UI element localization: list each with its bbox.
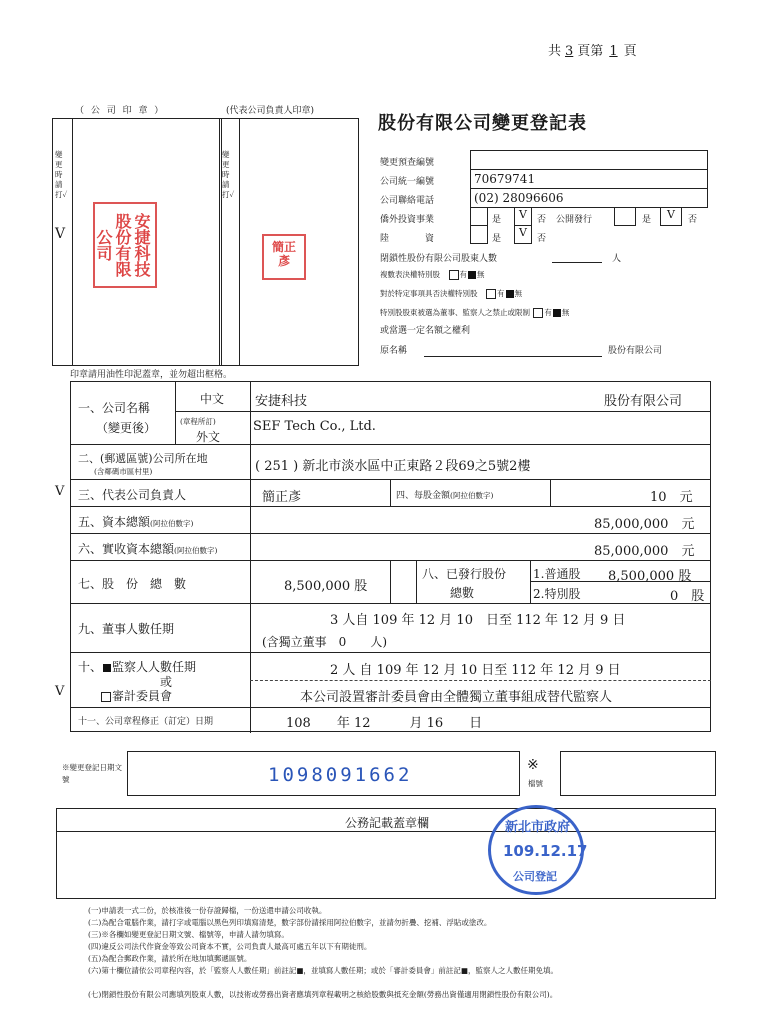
public-label: 公開發行	[556, 215, 593, 225]
mainland-label: 陸 資	[380, 234, 435, 244]
charter-date-value: 108 年 12 月 16 日	[286, 716, 483, 731]
official-seal-title: 公務記載蓋章欄	[345, 816, 430, 830]
address-sub: (含鄰碼市區村里)	[94, 467, 153, 476]
cn-name-suffix: 股份有限公司	[604, 394, 683, 409]
director-right-label: 或當選一定名額之權利	[380, 326, 471, 336]
special-label: 特別股股東被選為董事、監察人之禁止或限制 有 無	[380, 308, 570, 317]
mainland-no-mark: V	[519, 226, 527, 239]
supervisors-label: 十、 監察人人數任期	[78, 660, 197, 674]
overseas-label: 僑外投資事業	[380, 215, 435, 225]
note-2: (二)為配合電腦作業，請打字或電腦以黑色列印填寫清楚，數字部份請採用阿拉伯數字，並請勿折疊、挖補、浮貼或塗改。	[88, 918, 492, 927]
en-label: 外文	[196, 430, 221, 444]
par-value: 10 元	[650, 490, 693, 505]
multi-vote-label: 複數表決權特別股 有 無	[380, 270, 485, 279]
mainland-no-label: 否	[537, 234, 547, 244]
public-no-label: 否	[688, 215, 698, 225]
veto-label: 對於特定事項具否決權特別股 有 無	[380, 289, 522, 298]
en-note: (章程所訂)	[180, 417, 216, 426]
independent-directors: (含獨立董事 0 人)	[262, 635, 387, 649]
mainland-yes-label: 是	[492, 234, 502, 244]
unified-no-value: 70679741	[474, 172, 536, 186]
public-no-box[interactable]	[660, 207, 682, 226]
stamp-date: 109.12.17	[503, 842, 588, 860]
note-3: (三)※各欄如變更登記日期文號、檔號等，申請人請勿填寫。	[88, 930, 289, 939]
en-name-value: SEF Tech Co., Ltd.	[253, 419, 376, 434]
note-5: (五)為配合郵政作業，請於所在地加填郵遞區號。	[88, 954, 252, 963]
rep-seal-stamp: 簡正彥	[262, 234, 306, 280]
issued-shares-label-2: 總數	[450, 586, 475, 600]
company-name-label: 一、公司名稱	[78, 401, 151, 415]
doc-no-label: ※變更登記日期文號	[62, 763, 122, 784]
cn-label: 中文	[200, 392, 225, 406]
rep-value: 簡正彥	[262, 490, 302, 505]
audit-committee-note: 本公司設置審計委員會由全體獨立董事組成替代監察人	[300, 690, 613, 705]
person-unit: 人	[612, 254, 622, 264]
total-shares-value: 8,500,000 股	[284, 579, 368, 594]
note-6: (六)第十欄位請依公司章程內容，於「監察人人數任期」前註記■，並填寫人數任期；或於「審計委員會」前註記■，監察人之人數任期免填。	[88, 966, 559, 975]
par-value-label: 四、每股金額(阿拉伯數字)	[396, 491, 494, 501]
rep-label: 三、代表公司負責人	[78, 488, 187, 502]
mainland-no-box[interactable]	[514, 225, 532, 244]
capital-value: 85,000,000 元	[594, 517, 695, 532]
company-seal-label: （ 公 司 印 章 ）	[75, 106, 166, 116]
common-shares-label: 1.普通股	[533, 567, 581, 581]
company-name-sub: （變更後）	[96, 421, 157, 435]
supervisors-value: 2 人 自 109 年 12 月 10 日至 112 年 12 月 9 日	[330, 663, 621, 678]
total-shares-label: 七、股 份 總 數	[78, 577, 187, 591]
phone-value: (02) 28096606	[474, 191, 564, 205]
cn-name-value: 安捷科技	[255, 394, 308, 409]
issued-shares-label: 八、已發行股份	[422, 567, 507, 581]
orig-name-label: 原名稱	[380, 346, 408, 356]
file-no-box	[560, 751, 716, 796]
preferred-shares-label: 2.特別股	[533, 587, 581, 601]
paid-capital-value: 85,000,000 元	[594, 544, 695, 559]
directors-label: 九、董事人數任期	[78, 622, 175, 636]
overseas-yes-box[interactable]	[470, 207, 488, 226]
stamp-bottom-text: 公司登記	[513, 870, 557, 883]
address-value: ( 251 ) 新北市淡水區中正東路２段69之5號2樓	[255, 459, 531, 474]
public-yes-box[interactable]	[614, 207, 636, 226]
closed-company-label: 閉鎖性股份有限公司股東人數	[380, 254, 498, 264]
supervisors-or: 或	[160, 675, 173, 689]
overseas-no-label: 否	[537, 215, 547, 225]
official-stamp	[488, 805, 588, 895]
row10-check-mark: V	[55, 684, 65, 699]
overseas-no-mark: V	[519, 208, 527, 221]
directors-value: 3 人自 109 年 12 月 10 日至 112 年 12 月 9 日	[330, 613, 626, 628]
rep-seal-label: (代表公司負責人印章)	[226, 106, 315, 116]
audit-committee-label: 審計委員會	[100, 687, 172, 704]
note-4: (四)違反公司法代作資金等致公司資本不實，公司負責人最高可處五年以下有期徒刑。	[88, 942, 372, 951]
file-label: 檔號	[528, 779, 543, 788]
capital-label: 五、資本總額(阿拉伯數字)	[78, 515, 194, 529]
seal-note: 印章請用油性印泥蓋章，並勿超出框格。	[70, 370, 233, 380]
page-counter: 共 3 頁第 1 頁	[548, 44, 637, 59]
check-mark: V	[55, 226, 66, 242]
change-check-label-2: 變更時請打✓	[222, 150, 235, 199]
public-yes-label: 是	[642, 215, 652, 225]
note-7: (七)閉鎖性股份有限公司應填列股東人數，以技術或勞務出資者應填列章程載明之核給股數與抵充金額(勞務出資僅適用閉鎖性股份有限公司)。	[88, 990, 558, 999]
note-1: (一)申請表一式二份，於核准後一份存證歸檔，一份送還申請公司收執。	[88, 906, 327, 915]
pre-check-no-label: 變更預查編號	[380, 158, 435, 168]
unified-no-label: 公司統一編號	[380, 177, 435, 187]
mainland-yes-box[interactable]	[470, 225, 488, 244]
public-no-mark: V	[667, 208, 675, 221]
overseas-yes-label: 是	[492, 215, 502, 225]
unified-no-field[interactable]	[470, 169, 708, 189]
common-shares-value: 8,500,000 股	[608, 569, 692, 584]
company-seal-stamp: 安捷科技股份有限公司	[93, 202, 157, 288]
overseas-no-box[interactable]	[514, 207, 532, 226]
phone-field[interactable]	[470, 188, 708, 208]
doc-no-value: 1098091662	[268, 764, 413, 786]
paid-capital-label: 六、實收資本總額(阿拉伯數字)	[78, 542, 218, 556]
file-mark: ※	[527, 757, 539, 773]
phone-label: 公司聯絡電話	[380, 196, 435, 206]
charter-date-label: 十一、公司章程修正（訂定）日期	[78, 717, 214, 727]
pre-check-no-field[interactable]	[470, 150, 708, 170]
change-check-label: 變更時請打✓	[55, 150, 68, 199]
form-title: 股份有限公司變更登記表	[378, 113, 587, 134]
address-label: 二、(郵遞區號)公司所在地	[78, 452, 208, 465]
preferred-shares-value: 0 股	[670, 589, 705, 604]
orig-name-suffix: 股份有限公司	[608, 346, 663, 356]
stamp-top-text: 新北市政府	[505, 820, 571, 835]
row3-check-mark: V	[55, 484, 65, 499]
